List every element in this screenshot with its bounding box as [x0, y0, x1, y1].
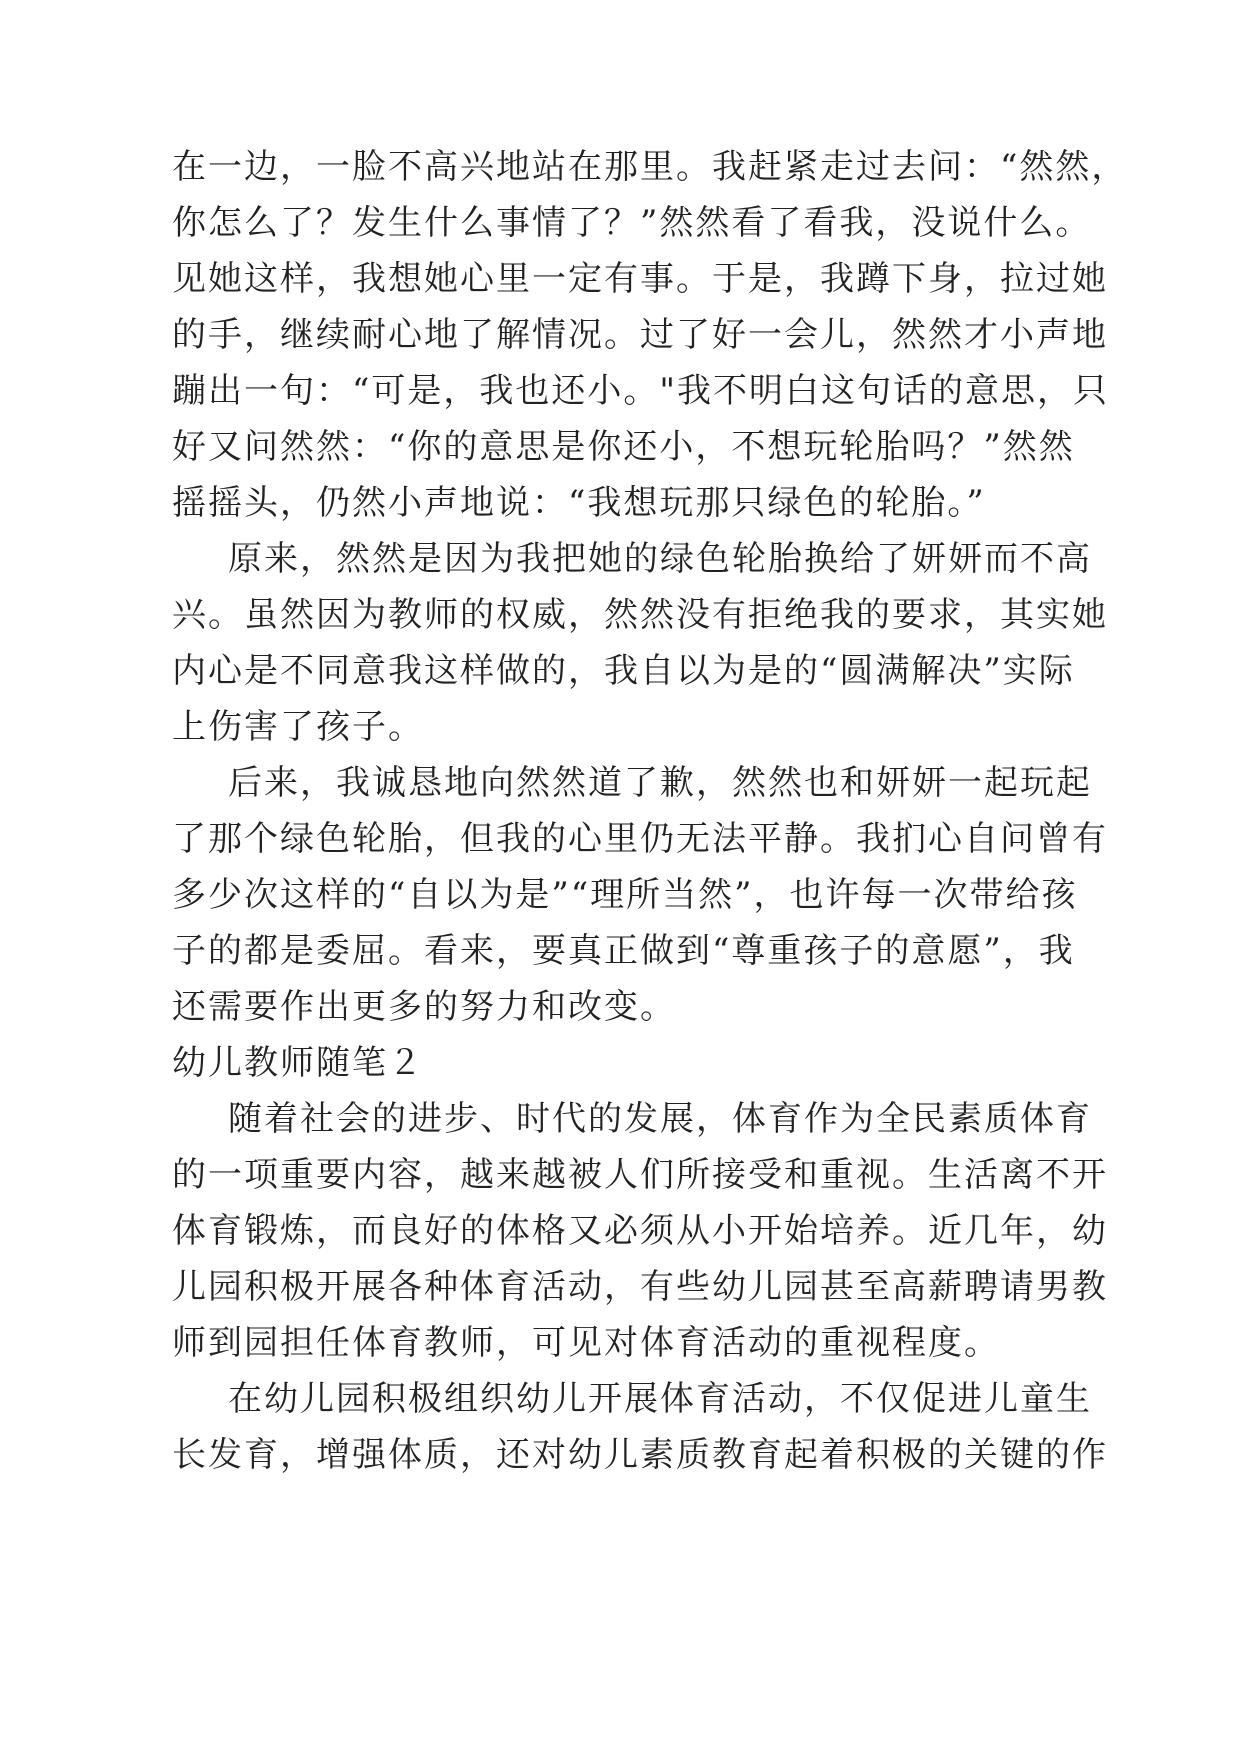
paragraph-first-line: 后来，我诚恳地向然然道了歉，然然也和妍妍一起玩起 [228, 763, 1092, 803]
text-line: 蹦出一句：“可是，我也还小。"我不明白这句话的意思，只 [172, 371, 1110, 411]
text-line: 还需要作出更多的努力和改变。 [172, 987, 676, 1027]
text-line: 长发育，增强体质，还对幼儿素质教育起着积极的关键的作 [172, 1435, 1108, 1475]
text-line: 内心是不同意我这样做的，我自以为是的“圆满解决”实际 [172, 651, 1075, 691]
text-line: 在一边，一脸不高兴地站在那里。我赶紧走过去问：“然然， [172, 147, 1128, 187]
text-line: 师到园担任体育教师，可见对体育活动的重视程度。 [172, 1323, 1000, 1363]
paragraph-first-line: 在幼儿园积极组织幼儿开展体育活动，不仅促进儿童生 [228, 1379, 1092, 1419]
paragraph-first-line: 随着社会的进步、时代的发展，体育作为全民素质体育 [228, 1099, 1092, 1139]
text-line: 了那个绿色轮胎，但我的心里仍无法平静。我扪心自问曾有 [172, 819, 1108, 859]
text-line: 兴。虽然因为教师的权威，然然没有拒绝我的要求，其实她 [172, 595, 1108, 635]
text-line: 见她这样，我想她心里一定有事。于是，我蹲下身，拉过她 [172, 259, 1108, 299]
text-line: 多少次这样的“自以为是”“理所当然”，也许每一次带给孩 [172, 875, 1078, 915]
text-line: 好又问然然：“你的意思是你还小，不想玩轮胎吗？”然然 [172, 427, 1075, 467]
text-line: 上伤害了孩子。 [172, 707, 424, 747]
text-line: 体育锻炼，而良好的体格又必须从小开始培养。近几年，幼 [172, 1211, 1108, 1251]
text-line: 的手，继续耐心地了解情况。过了好一会儿，然然才小声地 [172, 315, 1108, 355]
text-line: 的一项重要内容，越来越被人们所接受和重视。生活离不开 [172, 1155, 1108, 1195]
text-line: 摇摇头，仍然小声地说：“我想玩那只绿色的轮胎。” [172, 483, 986, 523]
text-line: 你怎么了？发生什么事情了？”然然看了看我，没说什么。 [172, 203, 1092, 243]
text-line: 儿园积极开展各种体育活动，有些幼儿园甚至高薪聘请男教 [172, 1267, 1108, 1307]
paragraph-first-line: 原来，然然是因为我把她的绿色轮胎换给了妍妍而不高 [228, 539, 1092, 579]
section-heading: 幼儿教师随笔２ [172, 1043, 424, 1083]
text-line: 子的都是委屈。看来，要真正做到“尊重孩子的意愿”，我 [172, 931, 1075, 971]
